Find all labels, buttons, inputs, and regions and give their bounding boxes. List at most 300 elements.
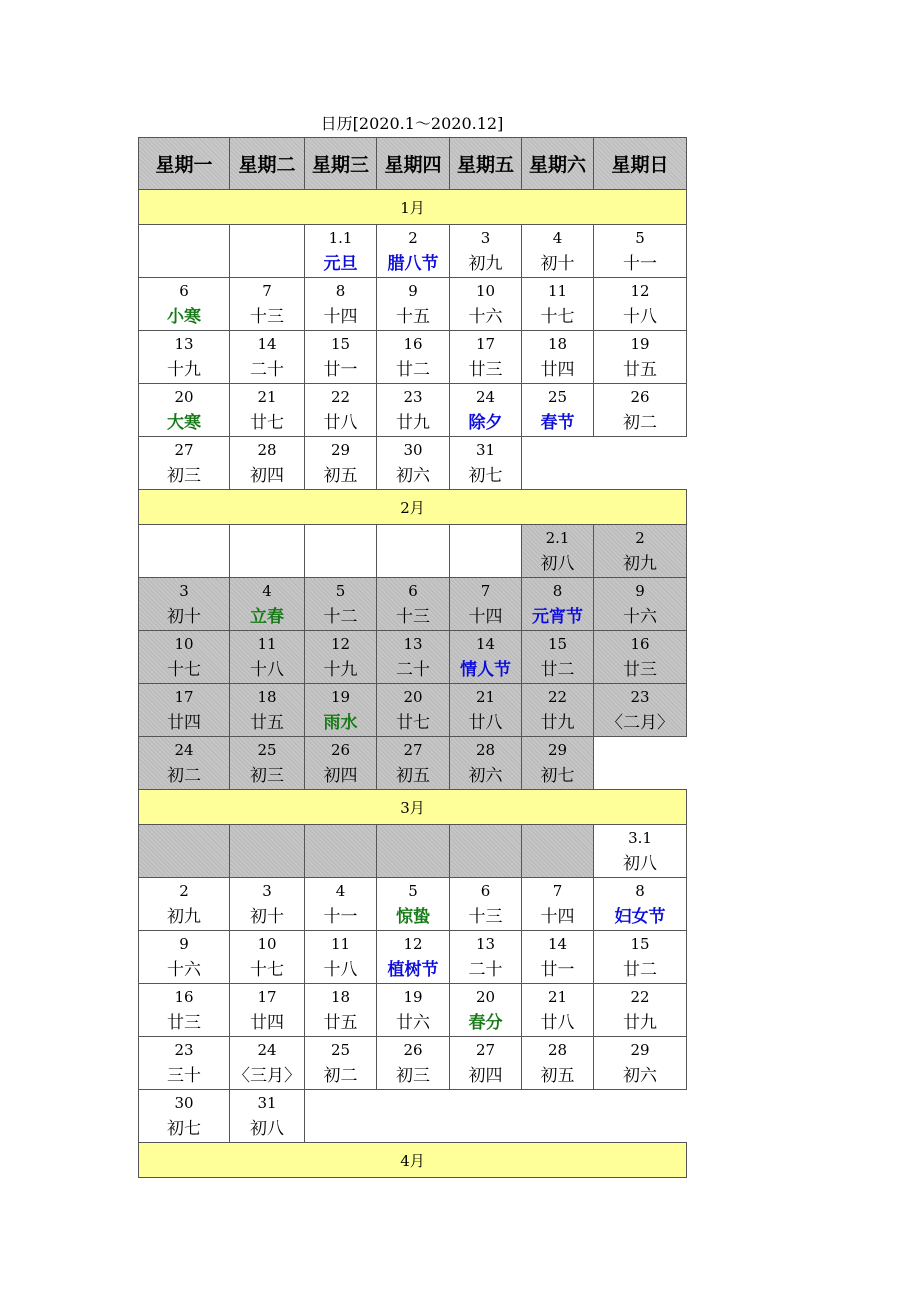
day-number: 29 (630, 1041, 650, 1059)
lunar-date: 初四 (468, 1066, 503, 1086)
holiday-label: 妇女节 (614, 907, 666, 927)
day-cell (450, 984, 522, 1037)
day-number: 6 (179, 282, 189, 300)
day-number: 18 (330, 988, 351, 1006)
day-number: 10 (475, 282, 496, 300)
lunar-date: 十九 (167, 360, 201, 380)
holiday-label: 元旦 (323, 254, 358, 274)
day-cell (522, 684, 594, 737)
lunar-date: 初八 (250, 1119, 284, 1139)
day-cell (522, 878, 594, 931)
day-number: 7 (552, 882, 563, 900)
lunar-date: 初五 (540, 1066, 575, 1086)
lunar-date: 廿五 (623, 360, 657, 380)
day-cell (522, 984, 594, 1037)
day-cell (450, 278, 522, 331)
lunar-date: 十七 (167, 660, 201, 680)
day-cell (230, 878, 305, 931)
blank-space (522, 437, 594, 490)
day-number: 30 (174, 1094, 194, 1112)
day-cell (594, 825, 687, 878)
day-number: 9 (408, 282, 418, 300)
day-cell (377, 684, 450, 737)
week-row (139, 984, 687, 1037)
day-cell (450, 225, 522, 278)
day-number: 11 (330, 935, 351, 953)
lunar-date: 初十 (250, 907, 284, 927)
day-number: 16 (403, 335, 423, 353)
day-number: 3 (262, 882, 272, 900)
day-cell (450, 437, 522, 490)
day-cell (450, 631, 522, 684)
lunar-date: 廿四 (167, 713, 201, 733)
lunar-date: 初五 (396, 766, 430, 786)
lunar-date: 十三 (468, 907, 503, 927)
empty-day-cell (230, 825, 305, 878)
day-cell (305, 984, 377, 1037)
lunar-date: 廿二 (396, 360, 430, 380)
day-cell (377, 578, 450, 631)
empty-day-cell (139, 525, 230, 578)
day-cell (139, 278, 230, 331)
day-number: 14 (475, 635, 496, 653)
calendar-body (139, 190, 687, 1178)
day-cell (230, 437, 305, 490)
lunar-date: 廿七 (250, 413, 284, 433)
day-number: 2.1 (545, 529, 570, 547)
day-cell (522, 331, 594, 384)
day-number: 29 (330, 441, 351, 459)
day-number: 4 (552, 229, 563, 247)
solar-term-label: 春分 (468, 1013, 503, 1033)
day-cell (377, 878, 450, 931)
lunar-date: 廿一 (540, 960, 575, 980)
day-cell (594, 225, 687, 278)
month-label: 4月 (139, 1143, 687, 1178)
day-number: 27 (403, 741, 423, 759)
day-cell (139, 878, 230, 931)
day-cell (139, 684, 230, 737)
day-number: 2 (635, 529, 645, 547)
day-number: 20 (403, 688, 423, 706)
lunar-date: 十一 (623, 254, 657, 274)
holiday-label: 植树节 (387, 960, 439, 980)
day-number: 30 (403, 441, 423, 459)
day-number: 22 (630, 988, 650, 1006)
lunar-date: 初九 (623, 554, 657, 574)
empty-day-cell (305, 525, 377, 578)
day-number: 10 (257, 935, 277, 953)
day-number: 26 (330, 741, 351, 759)
empty-day-cell (377, 825, 450, 878)
day-cell (230, 578, 305, 631)
day-number: 6 (480, 882, 491, 900)
day-cell (377, 984, 450, 1037)
day-cell (230, 384, 305, 437)
lunar-date: 廿三 (623, 660, 657, 680)
lunar-date: 十六 (167, 960, 201, 980)
day-number: 13 (475, 935, 496, 953)
lunar-date: 廿七 (396, 713, 430, 733)
solar-term-label: 大寒 (167, 413, 201, 433)
day-number: 21 (257, 388, 277, 406)
day-cell (377, 631, 450, 684)
day-number: 3.1 (628, 829, 652, 847)
lunar-date: 十三 (250, 307, 284, 327)
day-number: 27 (174, 441, 194, 459)
lunar-date: 十八 (323, 960, 358, 980)
day-cell (139, 1037, 230, 1090)
week-row (139, 437, 687, 490)
month-header-row (139, 490, 687, 525)
day-number: 7 (480, 582, 491, 600)
week-row (139, 878, 687, 931)
lunar-date: 廿八 (540, 1013, 575, 1033)
day-cell (139, 984, 230, 1037)
solar-term-label: 惊蛰 (396, 907, 430, 927)
lunar-date: 廿九 (540, 713, 575, 733)
lunar-date: 初二 (167, 766, 201, 786)
lunar-date: 廿三 (167, 1013, 201, 1033)
month-label: 1月 (139, 190, 687, 225)
blank-space (594, 737, 687, 790)
day-number: 10 (174, 635, 194, 653)
lunar-date: 初八 (540, 554, 575, 574)
day-number: 23 (403, 388, 423, 406)
day-number: 8 (552, 582, 563, 600)
day-cell (450, 684, 522, 737)
month-label: 2月 (139, 490, 687, 525)
lunar-date: 十三 (396, 607, 430, 627)
lunar-date: 廿六 (396, 1013, 430, 1033)
lunar-date: 初七 (167, 1119, 201, 1139)
lunar-date: 〈二月〉 (606, 713, 674, 733)
day-cell (522, 525, 594, 578)
lunar-date: 初九 (468, 254, 503, 274)
lunar-date: 初二 (323, 1066, 358, 1086)
day-cell (305, 225, 377, 278)
day-number: 4 (335, 882, 346, 900)
empty-day-cell (139, 825, 230, 878)
lunar-date: 初五 (323, 466, 358, 486)
day-cell (522, 278, 594, 331)
lunar-date: 廿八 (323, 413, 358, 433)
week-row (139, 225, 687, 278)
day-number: 25 (547, 388, 568, 406)
lunar-date: 三十 (167, 1066, 201, 1086)
day-number: 23 (174, 1041, 194, 1059)
weekday-header-row (139, 138, 687, 190)
lunar-date: 初八 (623, 854, 657, 874)
day-cell (522, 384, 594, 437)
lunar-date: 十七 (250, 960, 284, 980)
day-cell (305, 878, 377, 931)
day-number: 11 (257, 635, 277, 653)
day-number: 8 (635, 882, 645, 900)
day-cell (450, 931, 522, 984)
day-cell (230, 1037, 305, 1090)
day-number: 12 (330, 635, 351, 653)
lunar-date: 初三 (396, 1066, 430, 1086)
day-number: 31 (257, 1094, 277, 1112)
lunar-date: 廿八 (468, 713, 503, 733)
week-row (139, 1090, 687, 1143)
day-number: 15 (630, 935, 650, 953)
lunar-date: 十九 (323, 660, 358, 680)
day-cell (594, 384, 687, 437)
lunar-date: 初七 (468, 466, 503, 486)
day-number: 13 (403, 635, 423, 653)
day-cell (594, 578, 687, 631)
day-cell (522, 631, 594, 684)
day-cell (522, 225, 594, 278)
day-number: 16 (174, 988, 194, 1006)
day-number: 28 (257, 441, 277, 459)
day-cell (139, 331, 230, 384)
day-cell (450, 1037, 522, 1090)
week-row (139, 278, 687, 331)
weekday-saturday: 星期六 (522, 138, 594, 190)
day-cell (139, 737, 230, 790)
holiday-label: 情人节 (460, 660, 511, 680)
day-number: 29 (547, 741, 568, 759)
day-number: 18 (257, 688, 277, 706)
day-cell (522, 737, 594, 790)
weekday-sunday: 星期日 (594, 138, 687, 190)
day-cell (230, 1090, 305, 1143)
lunar-date: 廿二 (540, 660, 575, 680)
day-number: 6 (408, 582, 418, 600)
holiday-label: 腊八节 (387, 254, 439, 274)
day-number: 19 (403, 988, 423, 1006)
lunar-date: 初六 (468, 766, 503, 786)
day-cell (139, 1090, 230, 1143)
day-cell (305, 331, 377, 384)
day-number: 5 (635, 229, 645, 247)
solar-term-label: 小寒 (167, 307, 201, 327)
lunar-date: 初四 (250, 466, 284, 486)
day-cell (305, 631, 377, 684)
day-cell (139, 931, 230, 984)
lunar-date: 十四 (540, 907, 575, 927)
lunar-date: 廿二 (623, 960, 657, 980)
day-number: 21 (475, 688, 496, 706)
lunar-date: 十七 (540, 307, 575, 327)
lunar-date: 二十 (250, 360, 284, 380)
lunar-date: 十八 (623, 307, 657, 327)
lunar-date: 廿三 (468, 360, 503, 380)
calendar-table (138, 137, 687, 1178)
weekday-thursday: 星期四 (377, 138, 450, 190)
day-cell (594, 878, 687, 931)
day-number: 25 (257, 741, 277, 759)
lunar-date: 初七 (540, 766, 575, 786)
lunar-date: 廿一 (323, 360, 358, 380)
day-cell (377, 331, 450, 384)
lunar-date: 〈三月〉 (233, 1066, 301, 1086)
blank-space (450, 1090, 522, 1143)
day-number: 28 (547, 1041, 568, 1059)
lunar-date: 十四 (323, 307, 358, 327)
lunar-date: 廿四 (540, 360, 575, 380)
lunar-date: 初六 (396, 466, 430, 486)
weekday-monday: 星期一 (139, 138, 230, 190)
day-number: 19 (330, 688, 351, 706)
day-number: 25 (330, 1041, 351, 1059)
day-number: 3 (480, 229, 491, 247)
day-number: 12 (403, 935, 423, 953)
week-row (139, 631, 687, 684)
day-cell (377, 931, 450, 984)
day-cell (522, 578, 594, 631)
lunar-date: 十二 (323, 607, 358, 627)
empty-day-cell (450, 525, 522, 578)
lunar-date: 十六 (623, 607, 657, 627)
day-number: 24 (174, 741, 194, 759)
day-cell (305, 578, 377, 631)
calendar-title: 日历[2020.1～2020.12] (320, 114, 504, 133)
lunar-date: 廿五 (323, 1013, 358, 1033)
lunar-date: 初三 (250, 766, 284, 786)
day-cell (450, 578, 522, 631)
day-number: 2 (408, 229, 418, 247)
day-cell (450, 737, 522, 790)
month-label: 3月 (139, 790, 687, 825)
lunar-date: 十一 (323, 907, 358, 927)
lunar-date: 二十 (468, 960, 503, 980)
blank-space (522, 1090, 594, 1143)
empty-day-cell (522, 825, 594, 878)
month-header-row (139, 1143, 687, 1178)
day-cell (594, 525, 687, 578)
day-cell (594, 278, 687, 331)
day-cell (305, 1037, 377, 1090)
lunar-date: 初十 (167, 607, 201, 627)
empty-day-cell (377, 525, 450, 578)
day-number: 7 (262, 282, 272, 300)
day-number: 3 (179, 582, 189, 600)
lunar-date: 廿九 (623, 1013, 657, 1033)
week-row (139, 684, 687, 737)
month-header-row (139, 190, 687, 225)
day-number: 17 (257, 988, 277, 1006)
day-cell (305, 931, 377, 984)
day-number: 18 (547, 335, 568, 353)
day-number: 28 (475, 741, 496, 759)
empty-day-cell (450, 825, 522, 878)
lunar-date: 初四 (323, 766, 358, 786)
day-cell (594, 631, 687, 684)
day-number: 16 (630, 635, 650, 653)
holiday-label: 元宵节 (532, 607, 583, 627)
week-row (139, 1037, 687, 1090)
day-cell (450, 331, 522, 384)
lunar-date: 初六 (623, 1066, 657, 1086)
day-cell (450, 384, 522, 437)
day-number: 9 (179, 935, 189, 953)
day-number: 20 (475, 988, 496, 1006)
weekday-friday: 星期五 (450, 138, 522, 190)
empty-day-cell (139, 225, 230, 278)
day-cell (305, 737, 377, 790)
day-number: 20 (174, 388, 194, 406)
lunar-date: 十八 (250, 660, 284, 680)
week-row (139, 825, 687, 878)
day-cell (377, 1037, 450, 1090)
day-number: 21 (547, 988, 568, 1006)
lunar-date: 十六 (468, 307, 503, 327)
day-number: 26 (630, 388, 650, 406)
week-row (139, 737, 687, 790)
day-number: 2 (179, 882, 189, 900)
empty-day-cell (230, 225, 305, 278)
day-number: 5 (335, 582, 346, 600)
day-cell (377, 437, 450, 490)
day-number: 27 (475, 1041, 496, 1059)
day-cell (230, 331, 305, 384)
month-header-row (139, 790, 687, 825)
day-cell (230, 984, 305, 1037)
day-number: 5 (408, 882, 418, 900)
day-number: 17 (174, 688, 194, 706)
empty-day-cell (305, 825, 377, 878)
day-number: 31 (475, 441, 496, 459)
day-cell (230, 931, 305, 984)
weekday-tuesday: 星期二 (230, 138, 305, 190)
day-number: 26 (403, 1041, 423, 1059)
solar-term-label: 雨水 (323, 713, 358, 733)
day-cell (594, 331, 687, 384)
day-number: 24 (475, 388, 496, 406)
day-cell (139, 631, 230, 684)
day-cell (522, 1037, 594, 1090)
blank-space (305, 1090, 377, 1143)
lunar-date: 廿九 (396, 413, 430, 433)
day-cell (139, 437, 230, 490)
day-cell (230, 631, 305, 684)
day-number: 8 (335, 282, 346, 300)
day-cell (522, 931, 594, 984)
day-cell (377, 737, 450, 790)
holiday-label: 除夕 (468, 413, 503, 433)
week-row (139, 578, 687, 631)
lunar-date: 初三 (167, 466, 201, 486)
day-number: 15 (330, 335, 351, 353)
solar-term-label: 立春 (250, 607, 284, 627)
day-cell (377, 225, 450, 278)
weekday-wednesday: 星期三 (305, 138, 377, 190)
lunar-date: 初二 (623, 413, 657, 433)
day-cell (305, 278, 377, 331)
day-number: 14 (257, 335, 277, 353)
day-cell (450, 878, 522, 931)
blank-space (594, 1090, 687, 1143)
day-number: 4 (262, 582, 272, 600)
holiday-label: 春节 (540, 413, 575, 433)
day-number: 12 (630, 282, 650, 300)
day-number: 24 (257, 1041, 277, 1059)
lunar-date: 廿五 (250, 713, 284, 733)
day-cell (230, 278, 305, 331)
day-number: 1.1 (328, 229, 353, 247)
day-cell (139, 578, 230, 631)
lunar-date: 十四 (468, 607, 503, 627)
day-number: 19 (630, 335, 650, 353)
lunar-date: 廿四 (250, 1013, 284, 1033)
day-cell (594, 684, 687, 737)
lunar-date: 十五 (396, 307, 430, 327)
lunar-date: 二十 (396, 660, 430, 680)
